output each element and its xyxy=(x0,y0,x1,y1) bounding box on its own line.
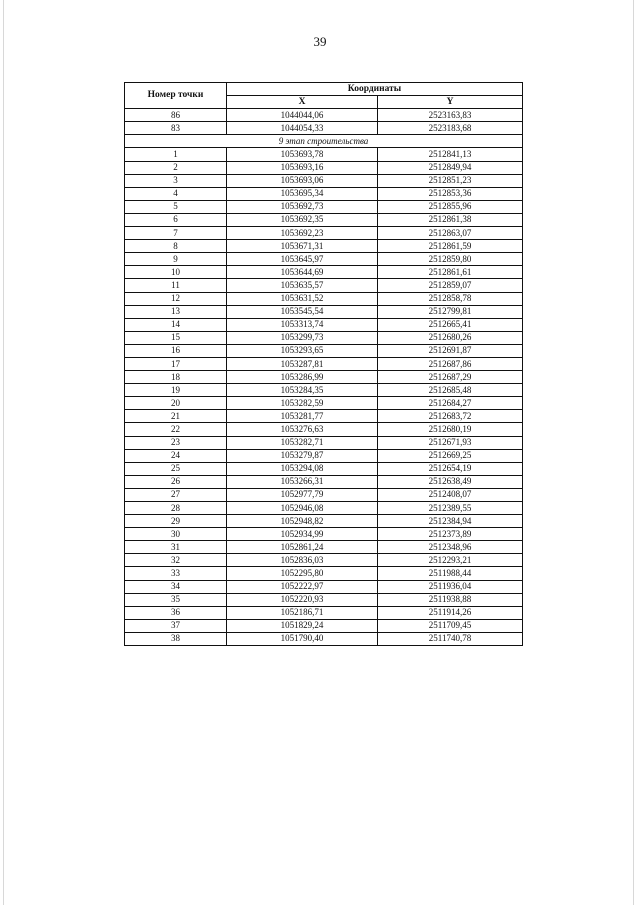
header-x: X xyxy=(227,96,378,109)
y-coordinate-cell: 2512665,41 xyxy=(378,318,523,331)
table-row xyxy=(125,384,523,397)
table-row xyxy=(125,554,523,567)
x-coordinate-cell: 1053695,34 xyxy=(227,187,378,200)
table-row xyxy=(125,109,523,122)
y-coordinate-cell: 2512841,13 xyxy=(378,148,523,161)
point-number-cell: 35 xyxy=(125,593,227,606)
y-coordinate-cell: 2512384,94 xyxy=(378,515,523,528)
x-coordinate-cell: 1053293,65 xyxy=(227,344,378,357)
point-number-cell: 13 xyxy=(125,305,227,318)
table-row xyxy=(125,606,523,619)
x-coordinate-cell: 1051790,40 xyxy=(227,632,378,645)
table-row xyxy=(125,619,523,632)
point-number-cell: 37 xyxy=(125,619,227,632)
x-coordinate-cell: 1053279,87 xyxy=(227,449,378,462)
x-coordinate-cell: 1053692,23 xyxy=(227,227,378,240)
point-number-cell: 24 xyxy=(125,449,227,462)
y-coordinate-cell: 2512348,96 xyxy=(378,541,523,554)
point-number-cell: 14 xyxy=(125,318,227,331)
y-coordinate-cell: 2512680,19 xyxy=(378,423,523,436)
y-coordinate-cell: 2512389,55 xyxy=(378,502,523,515)
point-number-cell: 86 xyxy=(125,109,227,122)
point-number-cell: 3 xyxy=(125,174,227,187)
table-row xyxy=(125,213,523,226)
point-number-cell: 4 xyxy=(125,187,227,200)
x-coordinate-cell: 1052934,99 xyxy=(227,528,378,541)
point-number-cell: 12 xyxy=(125,292,227,305)
stage-label: 9 этап строительства xyxy=(125,135,523,148)
x-coordinate-cell: 1053693,16 xyxy=(227,161,378,174)
table-body xyxy=(125,109,523,646)
stage-row xyxy=(125,135,523,148)
y-coordinate-cell: 2512654,19 xyxy=(378,462,523,475)
y-coordinate-cell: 2512685,48 xyxy=(378,384,523,397)
y-coordinate-cell: 2512859,80 xyxy=(378,253,523,266)
table-row xyxy=(125,200,523,213)
x-coordinate-cell: 1053313,74 xyxy=(227,318,378,331)
table-row xyxy=(125,344,523,357)
table-row xyxy=(125,253,523,266)
x-coordinate-cell: 1053631,52 xyxy=(227,292,378,305)
x-coordinate-cell: 1053545,54 xyxy=(227,305,378,318)
y-coordinate-cell: 2512859,07 xyxy=(378,279,523,292)
point-number-cell: 2 xyxy=(125,161,227,174)
y-coordinate-cell: 2511740,78 xyxy=(378,632,523,645)
x-coordinate-cell: 1052222,97 xyxy=(227,580,378,593)
point-number-cell: 20 xyxy=(125,397,227,410)
point-number-cell: 31 xyxy=(125,541,227,554)
point-number-cell: 27 xyxy=(125,488,227,501)
x-coordinate-cell: 1052861,24 xyxy=(227,541,378,554)
x-coordinate-cell: 1044044,06 xyxy=(227,109,378,122)
table-row xyxy=(125,488,523,501)
table-row xyxy=(125,462,523,475)
y-coordinate-cell: 2512683,72 xyxy=(378,410,523,423)
y-coordinate-cell: 2512684,27 xyxy=(378,397,523,410)
point-number-cell: 38 xyxy=(125,632,227,645)
table-row xyxy=(125,593,523,606)
point-number-cell: 23 xyxy=(125,436,227,449)
point-number-cell: 8 xyxy=(125,240,227,253)
point-number-cell: 22 xyxy=(125,423,227,436)
x-coordinate-cell: 1052220,93 xyxy=(227,593,378,606)
y-coordinate-cell: 2512408,07 xyxy=(378,488,523,501)
y-coordinate-cell: 2512373,89 xyxy=(378,528,523,541)
x-coordinate-cell: 1053266,31 xyxy=(227,475,378,488)
y-coordinate-cell: 2512293,21 xyxy=(378,554,523,567)
x-coordinate-cell: 1053645,97 xyxy=(227,253,378,266)
scan-edge-left xyxy=(3,0,4,905)
point-number-cell: 7 xyxy=(125,227,227,240)
x-coordinate-cell: 1053693,78 xyxy=(227,148,378,161)
table-row xyxy=(125,632,523,645)
x-coordinate-cell: 1053286,99 xyxy=(227,371,378,384)
y-coordinate-cell: 2512861,61 xyxy=(378,266,523,279)
table-row xyxy=(125,371,523,384)
point-number-cell: 15 xyxy=(125,331,227,344)
x-coordinate-cell: 1053671,31 xyxy=(227,240,378,253)
y-coordinate-cell: 2512687,86 xyxy=(378,357,523,370)
table-row xyxy=(125,580,523,593)
table-row xyxy=(125,436,523,449)
header-y: Y xyxy=(378,96,523,109)
x-coordinate-cell: 1052186,71 xyxy=(227,606,378,619)
y-coordinate-cell: 2512861,59 xyxy=(378,240,523,253)
point-number-cell: 34 xyxy=(125,580,227,593)
y-coordinate-cell: 2512687,29 xyxy=(378,371,523,384)
y-coordinate-cell: 2512671,93 xyxy=(378,436,523,449)
x-coordinate-cell: 1053284,35 xyxy=(227,384,378,397)
table-row xyxy=(125,279,523,292)
table-row xyxy=(125,410,523,423)
coordinates-table xyxy=(124,82,523,646)
y-coordinate-cell: 2512855,96 xyxy=(378,200,523,213)
point-number-cell: 33 xyxy=(125,567,227,580)
y-coordinate-cell: 2512669,25 xyxy=(378,449,523,462)
x-coordinate-cell: 1053692,73 xyxy=(227,200,378,213)
y-coordinate-cell: 2512861,38 xyxy=(378,213,523,226)
x-coordinate-cell: 1052836,03 xyxy=(227,554,378,567)
table-row xyxy=(125,567,523,580)
point-number-cell: 9 xyxy=(125,253,227,266)
y-coordinate-cell: 2511914,26 xyxy=(378,606,523,619)
point-number-cell: 26 xyxy=(125,475,227,488)
point-number-cell: 29 xyxy=(125,515,227,528)
x-coordinate-cell: 1053635,57 xyxy=(227,279,378,292)
y-coordinate-cell: 2512851,23 xyxy=(378,174,523,187)
y-coordinate-cell: 2511988,44 xyxy=(378,567,523,580)
point-number-cell: 17 xyxy=(125,357,227,370)
x-coordinate-cell: 1044054,33 xyxy=(227,122,378,135)
point-number-cell: 25 xyxy=(125,462,227,475)
y-coordinate-cell: 2511936,04 xyxy=(378,580,523,593)
table-row xyxy=(125,227,523,240)
table-row xyxy=(125,266,523,279)
point-number-cell: 16 xyxy=(125,344,227,357)
point-number-cell: 10 xyxy=(125,266,227,279)
point-number-cell: 30 xyxy=(125,528,227,541)
page-number: 39 xyxy=(313,34,327,49)
table-row xyxy=(125,423,523,436)
y-coordinate-cell: 2512680,26 xyxy=(378,331,523,344)
table-row xyxy=(125,161,523,174)
y-coordinate-cell: 2511709,45 xyxy=(378,619,523,632)
table-header-row xyxy=(125,83,523,96)
point-number-cell: 36 xyxy=(125,606,227,619)
point-number-cell: 18 xyxy=(125,371,227,384)
y-coordinate-cell: 2512691,87 xyxy=(378,344,523,357)
table-row xyxy=(125,357,523,370)
point-number-cell: 28 xyxy=(125,502,227,515)
point-number-cell: 6 xyxy=(125,213,227,226)
header-point-number: Номер точки xyxy=(125,83,227,109)
point-number-cell: 11 xyxy=(125,279,227,292)
header-coordinates: Координаты xyxy=(227,83,523,96)
point-number-cell: 19 xyxy=(125,384,227,397)
point-number-cell: 83 xyxy=(125,122,227,135)
y-coordinate-cell: 2512858,78 xyxy=(378,292,523,305)
y-coordinate-cell: 2511938,88 xyxy=(378,593,523,606)
x-coordinate-cell: 1053644,69 xyxy=(227,266,378,279)
x-coordinate-cell: 1053282,71 xyxy=(227,436,378,449)
y-coordinate-cell: 2523163,83 xyxy=(378,109,523,122)
point-number-cell: 32 xyxy=(125,554,227,567)
table-row xyxy=(125,305,523,318)
table-row xyxy=(125,148,523,161)
y-coordinate-cell: 2512849,94 xyxy=(378,161,523,174)
table-row xyxy=(125,240,523,253)
x-coordinate-cell: 1052948,82 xyxy=(227,515,378,528)
table-row xyxy=(125,502,523,515)
table-row xyxy=(125,292,523,305)
x-coordinate-cell: 1052946,08 xyxy=(227,502,378,515)
y-coordinate-cell: 2523183,68 xyxy=(378,122,523,135)
x-coordinate-cell: 1052295,80 xyxy=(227,567,378,580)
table-row xyxy=(125,515,523,528)
table-row xyxy=(125,475,523,488)
x-coordinate-cell: 1053276,63 xyxy=(227,423,378,436)
x-coordinate-cell: 1053281,77 xyxy=(227,410,378,423)
y-coordinate-cell: 2512863,07 xyxy=(378,227,523,240)
x-coordinate-cell: 1053282,59 xyxy=(227,397,378,410)
x-coordinate-cell: 1053294,08 xyxy=(227,462,378,475)
y-coordinate-cell: 2512853,36 xyxy=(378,187,523,200)
table-row xyxy=(125,331,523,344)
point-number-cell: 1 xyxy=(125,148,227,161)
scan-edge-right xyxy=(633,0,634,905)
table-row xyxy=(125,174,523,187)
table-row xyxy=(125,187,523,200)
point-number-cell: 21 xyxy=(125,410,227,423)
table-row xyxy=(125,397,523,410)
table-row xyxy=(125,528,523,541)
x-coordinate-cell: 1053692,35 xyxy=(227,213,378,226)
table-row xyxy=(125,122,523,135)
point-number-cell: 5 xyxy=(125,200,227,213)
table-row xyxy=(125,449,523,462)
x-coordinate-cell: 1053287,81 xyxy=(227,357,378,370)
x-coordinate-cell: 1053299,73 xyxy=(227,331,378,344)
table-row xyxy=(125,318,523,331)
table-row xyxy=(125,541,523,554)
x-coordinate-cell: 1053693,06 xyxy=(227,174,378,187)
y-coordinate-cell: 2512799,81 xyxy=(378,305,523,318)
x-coordinate-cell: 1052977,79 xyxy=(227,488,378,501)
x-coordinate-cell: 1051829,24 xyxy=(227,619,378,632)
y-coordinate-cell: 2512638,49 xyxy=(378,475,523,488)
